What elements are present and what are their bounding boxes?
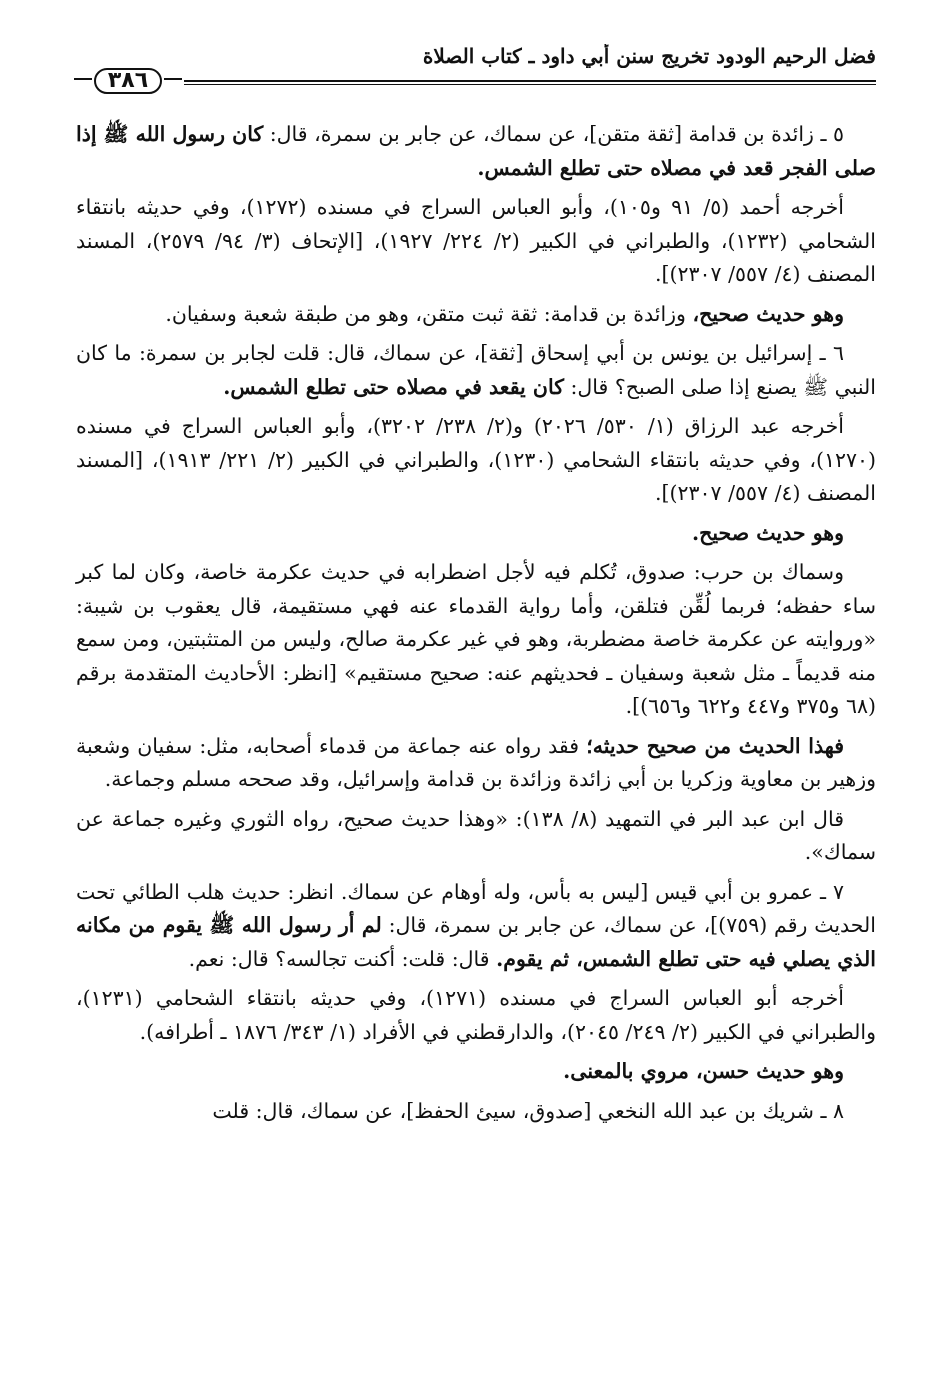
paragraph-grading-5 <box>76 298 876 332</box>
paragraph-text-tail: قال: قلت: أكنت تجالسه؟ قال: نعم. <box>188 946 497 971</box>
page-number-badge <box>72 66 184 96</box>
ornament-right <box>164 78 182 80</box>
paragraph-takhrij-6 <box>76 410 876 511</box>
header-rule <box>72 80 876 82</box>
paragraph-text: قال ابن عبد البر في التمهيد (٨/ ١٣٨): «وهذا حديث صحيح، رواه الثوري وغيره جماعة عن سماك». <box>76 806 876 864</box>
paragraph-grading-7 <box>76 1055 876 1089</box>
paragraph-bold-text: وهو حديث حسن، مروي بالمعنى. <box>563 1059 844 1083</box>
paragraph-text: أخرجه أبو العباس السراج في مسنده (١٢٧١)، وفي حديثه بانتقاء الشحامي (١٢٣١)، والطبراني في الكبير (٢/ ٢٤٩/ ٢٠٤٥)، والدارقطني في الأفراد (١/ ٣٤٣/ ١٨٧٦ ـ أطرافه). <box>76 986 876 1044</box>
running-title: فضل الرحيم الودود تخريج سنن أبي داود ـ كتاب الصلاة <box>422 44 876 68</box>
paragraph-takhrij-7 <box>76 982 876 1049</box>
paragraph-text: ٦ ـ إسرائيل بن يونس بن أبي إسحاق [ثقة]، عن سماك، قال: قلت لجابر بن سمرة: ما كان النبي ﷺ يصنع إذا صلى الصبح؟ قال: <box>76 341 876 399</box>
paragraph-hadith-5 <box>76 118 876 185</box>
paragraph-bold-text: كان يقعد في مصلاه حتى تطلع الشمس. <box>223 374 564 399</box>
page-header <box>72 40 876 96</box>
paragraph-hadith-8 <box>76 1095 876 1129</box>
paragraph-text: أخرجه أحمد (٥/ ٩١ و١٠٥)، وأبو العباس السراج في مسنده (١٢٧٢)، وفي حديثه بانتقاء الشحامي (١٢٣٢)، والطبراني في الكبير (٢/ ٢٢٤/ ١٩٢٧)، [الإتحاف (٣/ ٩٤/ ٢٥٧٩)، المسند المصنف (٤/ ٥٥٧/ ٢٣٠٧)]. <box>76 195 876 286</box>
paragraph-text: ٧ ـ عمرو بن أبي قيس [ليس به بأس، وله أوهام عن سماك. انظر: حديث هلب الطائي تحت الحديث رقم (٧٥٩)]، عن سماك، عن جابر بن سمرة، قال: <box>76 879 876 937</box>
header-rule-thin <box>72 84 876 85</box>
paragraph-simak-note <box>76 556 876 724</box>
paragraph-sahih-note <box>76 730 876 797</box>
paragraph-bold-text: وهو حديث صحيح، <box>692 301 844 326</box>
paragraph-bold-text: وهو حديث صحيح. <box>691 520 844 545</box>
paragraph-bold-text: فهذا الحديث من صحيح حديثه؛ <box>586 733 844 758</box>
paragraph-grading-6 <box>76 517 876 551</box>
page-body <box>76 118 876 1134</box>
paragraph-ibn-abd-al-barr <box>76 803 876 870</box>
ornament-left <box>74 78 92 80</box>
paragraph-bold-text: كان رسول الله ﷺ إذا صلى الفجر قعد في مصلاه حتى تطلع الشمس. <box>76 122 876 180</box>
paragraph-takhrij-5 <box>76 191 876 292</box>
paragraph-text: وزائدة بن قدامة: ثقة ثبت متقن، وهو من طبقة شعبة وسفيان. <box>165 301 693 326</box>
paragraph-text: ٨ ـ شريك بن عبد الله النخعي [صدوق، سيئ الحفظ]، عن سماك، قال: قلت <box>212 1098 844 1123</box>
paragraph-hadith-6 <box>76 337 876 404</box>
paragraph-text: فقد رواه عنه جماعة من قدماء أصحابه، مثل: سفيان وشعبة وزهير بن معاوية وزكريا بن أبي زائدة وزائدة بن قدامة وإسرائيل، وقد صححه مسلم وجماعة. <box>76 733 876 791</box>
paragraph-text: ٥ ـ زائدة بن قدامة [ثقة متقن]، عن سماك، عن جابر بن سمرة، قال: <box>263 122 844 146</box>
paragraph-text: وسماك بن حرب: صدوق، تُكلم فيه لأجل اضطرابه في حديث عكرمة خاصة، وكان لما كبر ساء حفظه؛ فربما لُقِّن فتلقن، وأما رواية القدماء عنه فهي مستقيمة، قال يعقوب بن شيبة: «وروايته عن عكرمة خاصة مضطربة، وهو في غير عكرمة صالح، وليس من المتثبتين، ومن سمع منه قديماً ـ مثل شعبة وسفيان ـ فحديثهم عنه: صحيح مستقيم» [انظر: الأحاديث المتقدمة برقم (٦٨ و٣٧٥ و٤٤٧ و٦٢٢ و٦٥٦)]. <box>76 560 876 718</box>
page-number: ٣٨٦ <box>107 68 149 93</box>
paragraph-bold-text: لم أر رسول الله ﷺ يقوم من مكانه الذي يصلي فيه حتى تطلع الشمس، ثم يقوم. <box>76 913 876 971</box>
paragraph-hadith-7 <box>76 876 876 977</box>
paragraph-text: أخرجه عبد الرزاق (١/ ٥٣٠/ ٢٠٢٦) و(٢/ ٢٣٨/ ٣٢٠٢)، وأبو العباس السراج في مسنده (١٢٧٠)، وفي حديثه بانتقاء الشحامي (١٢٣٠)، والطبراني في الكبير (٢/ ٢٢١/ ١٩١٣)، [المسند المصنف (٤/ ٥٥٧/ ٢٣٠٧)]. <box>76 414 877 505</box>
